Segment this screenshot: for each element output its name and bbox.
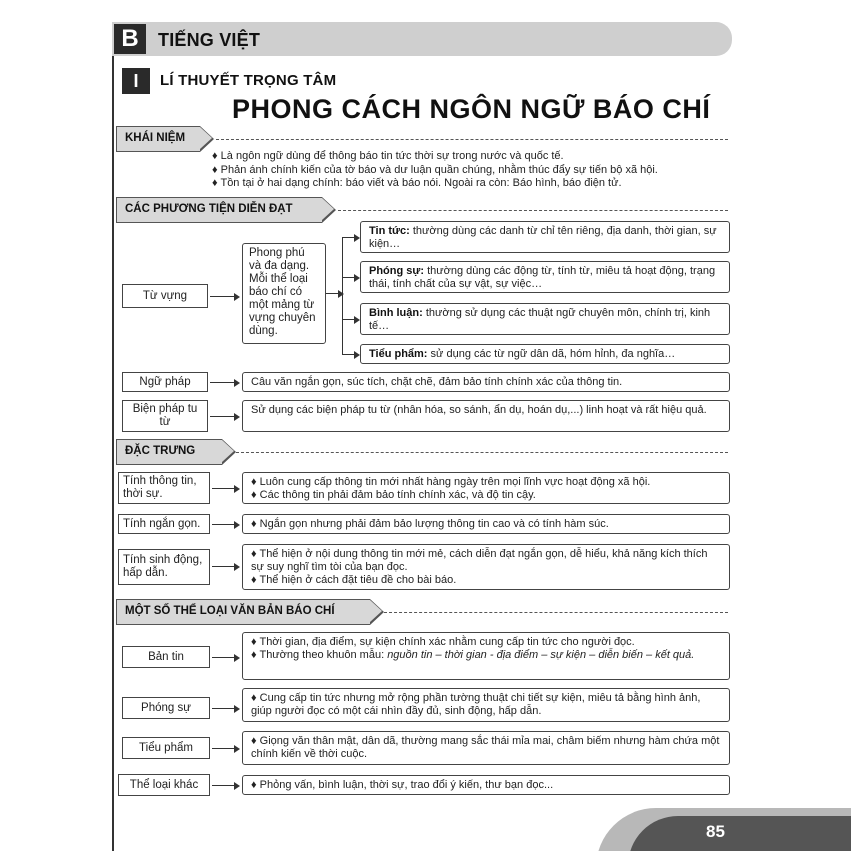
label-ban-tin: Bản tin xyxy=(122,646,210,668)
arrow xyxy=(212,524,238,525)
arrow xyxy=(212,657,238,658)
bien-phap-text: Sử dụng các biện pháp tu từ (nhân hóa, so sánh, ẩn dụ, hoán dụ,...) linh hoạt và rất hiệu quả. xyxy=(242,400,730,432)
tag-phuong-tien: CÁC PHƯƠNG TIỆN DIỄN ĐẠT xyxy=(116,197,322,223)
arrow xyxy=(212,566,238,567)
item-text: sử dụng các từ ngữ dân dã, hóm hỉnh, đa nghĩa… xyxy=(427,348,676,360)
ngu-phap-text: Câu văn ngắn gọn, súc tích, chặt chẽ, đảm bảo tính chính xác của thông tin. xyxy=(242,372,730,392)
item-term: Phóng sự: xyxy=(369,265,425,277)
arrow xyxy=(212,748,238,749)
divider xyxy=(216,139,728,140)
tag-khai-niem: KHÁI NIỆM xyxy=(116,126,200,152)
tu-vung-description: Phong phú và đa dạng. Mỗi thể loại báo chí có một mảng từ vựng chuyên dùng. xyxy=(242,243,326,344)
the-loai-text: ♦ Cung cấp tin tức nhưng mở rộng phần tường thuật chi tiết sự kiện, miêu tả bằng hình ảnh, giúp người đọc có một cái nhìn đầy đủ, sinh động, hấp dẫn. xyxy=(242,688,730,722)
arrow xyxy=(210,296,238,297)
tu-vung-item xyxy=(360,344,730,364)
item-text: thường dùng các động từ, tính từ, miêu tả hoạt động, trạng thái, tính chất của sự vật, sự việc… xyxy=(369,265,716,290)
list-item: ♦ Tồn tại ở hai dạng chính: báo viết và báo nói. Ngoài ra còn: Báo hình, báo điện tử. xyxy=(212,177,622,189)
label-dac-trung: Tính ngắn gọn. xyxy=(118,514,210,534)
tag-dac-trung: ĐẶC TRƯNG xyxy=(116,439,222,465)
arrow xyxy=(212,488,238,489)
label-bien-phap: Biện pháp tu từ xyxy=(122,400,208,432)
item-term: Bình luận: xyxy=(369,307,423,319)
divider xyxy=(384,612,728,613)
arrow xyxy=(342,277,358,278)
item-text: thường dùng các danh từ chỉ tên riêng, địa danh, thời gian, sự kiện… xyxy=(369,225,717,250)
tu-vung-item xyxy=(360,221,730,253)
label-tu-vung: Từ vựng xyxy=(122,284,208,308)
item-text: thường sử dụng các thuật ngữ chuyên môn, chính trị, kinh tế… xyxy=(369,307,711,332)
bracket-line xyxy=(342,237,343,354)
label-dac-trung: Tính thông tin, thời sự. xyxy=(118,472,210,504)
label-the-loai: Thể loại khác xyxy=(118,774,210,796)
page-number: 85 xyxy=(706,822,725,841)
arrow xyxy=(326,293,342,294)
list-item: ♦ Phản ánh chính kiến của tờ báo và dư luận quần chúng, nhằm thúc đẩy sự tiến bộ xã hội. xyxy=(212,163,658,176)
arrow xyxy=(342,354,358,355)
arrow xyxy=(342,319,358,320)
header-letter-badge: B xyxy=(114,24,146,54)
tu-vung-item xyxy=(360,261,730,293)
arrow xyxy=(212,785,238,786)
item-term: Tin tức: xyxy=(369,225,410,237)
ban-tin-prefix: ♦ Thường theo khuôn mẫu: xyxy=(251,649,388,661)
arrow xyxy=(210,382,238,383)
label-dac-trung: Tính sinh động, hấp dẫn. xyxy=(118,549,210,585)
tu-vung-item xyxy=(360,303,730,335)
tag-the-loai: MỘT SỐ THỂ LOẠI VĂN BẢN BÁO CHÍ xyxy=(116,599,370,625)
arrow xyxy=(212,708,238,709)
the-loai-text: ♦ Giọng văn thân mật, dân dã, thường mang sắc thái mỉa mai, châm biếm nhưng hàm chứa một chính kiến về thời cuộc. xyxy=(242,731,730,765)
ban-tin-text xyxy=(242,632,730,680)
main-title: PHONG CÁCH NGÔN NGỮ BÁO CHÍ xyxy=(232,94,711,124)
arrow xyxy=(342,237,358,238)
item-term: Tiểu phẩm: xyxy=(369,348,428,360)
label-the-loai: Phóng sự xyxy=(122,697,210,719)
the-loai-text: ♦ Phỏng vấn, bình luận, thời sự, trao đổi ý kiến, thư bạn đọc... xyxy=(242,775,730,795)
ban-tin-line xyxy=(251,649,721,662)
ban-tin-italic: nguồn tin – thời gian - địa điểm – sự kiện – diễn biến – kết quả. xyxy=(387,649,695,661)
arrow xyxy=(210,416,238,417)
label-the-loai: Tiểu phẩm xyxy=(122,737,210,759)
dac-trung-text: ♦ Ngắn gọn nhưng phải đảm bảo lượng thông tin cao và có tính hàm súc. xyxy=(242,514,730,534)
footer-shape xyxy=(628,816,851,851)
header-title: TIẾNG VIỆT xyxy=(158,30,261,50)
label-ngu-phap: Ngữ pháp xyxy=(122,372,208,392)
divider xyxy=(236,452,728,453)
list-item: ♦ Là ngôn ngữ dùng để thông báo tin tức thời sự trong nước và quốc tế. xyxy=(212,150,564,162)
khai-niem-bullets xyxy=(212,150,658,191)
dac-trung-text: ♦ Luôn cung cấp thông tin mới nhất hàng ngày trên mọi lĩnh vực hoạt động xã hội. ♦ Các thông tin phải đảm bảo tính chính xác, và độ tin cậy. xyxy=(242,472,730,504)
divider xyxy=(338,210,728,211)
section-title: LÍ THUYẾT TRỌNG TÂM xyxy=(160,72,337,89)
section-badge: I xyxy=(122,68,150,94)
ban-tin-line: ♦ Thời gian, địa điểm, sự kiện chính xác nhằm cung cấp tin tức cho người đọc. xyxy=(251,636,635,648)
dac-trung-text: ♦ Thể hiện ở nội dung thông tin mới mẻ, cách diễn đạt ngắn gọn, dễ hiểu, khả năng kích thích sự suy nghĩ tìm tòi của bạn đọc. ♦ Thể hiện ở cách đặt tiêu đề cho bài báo. xyxy=(242,544,730,590)
